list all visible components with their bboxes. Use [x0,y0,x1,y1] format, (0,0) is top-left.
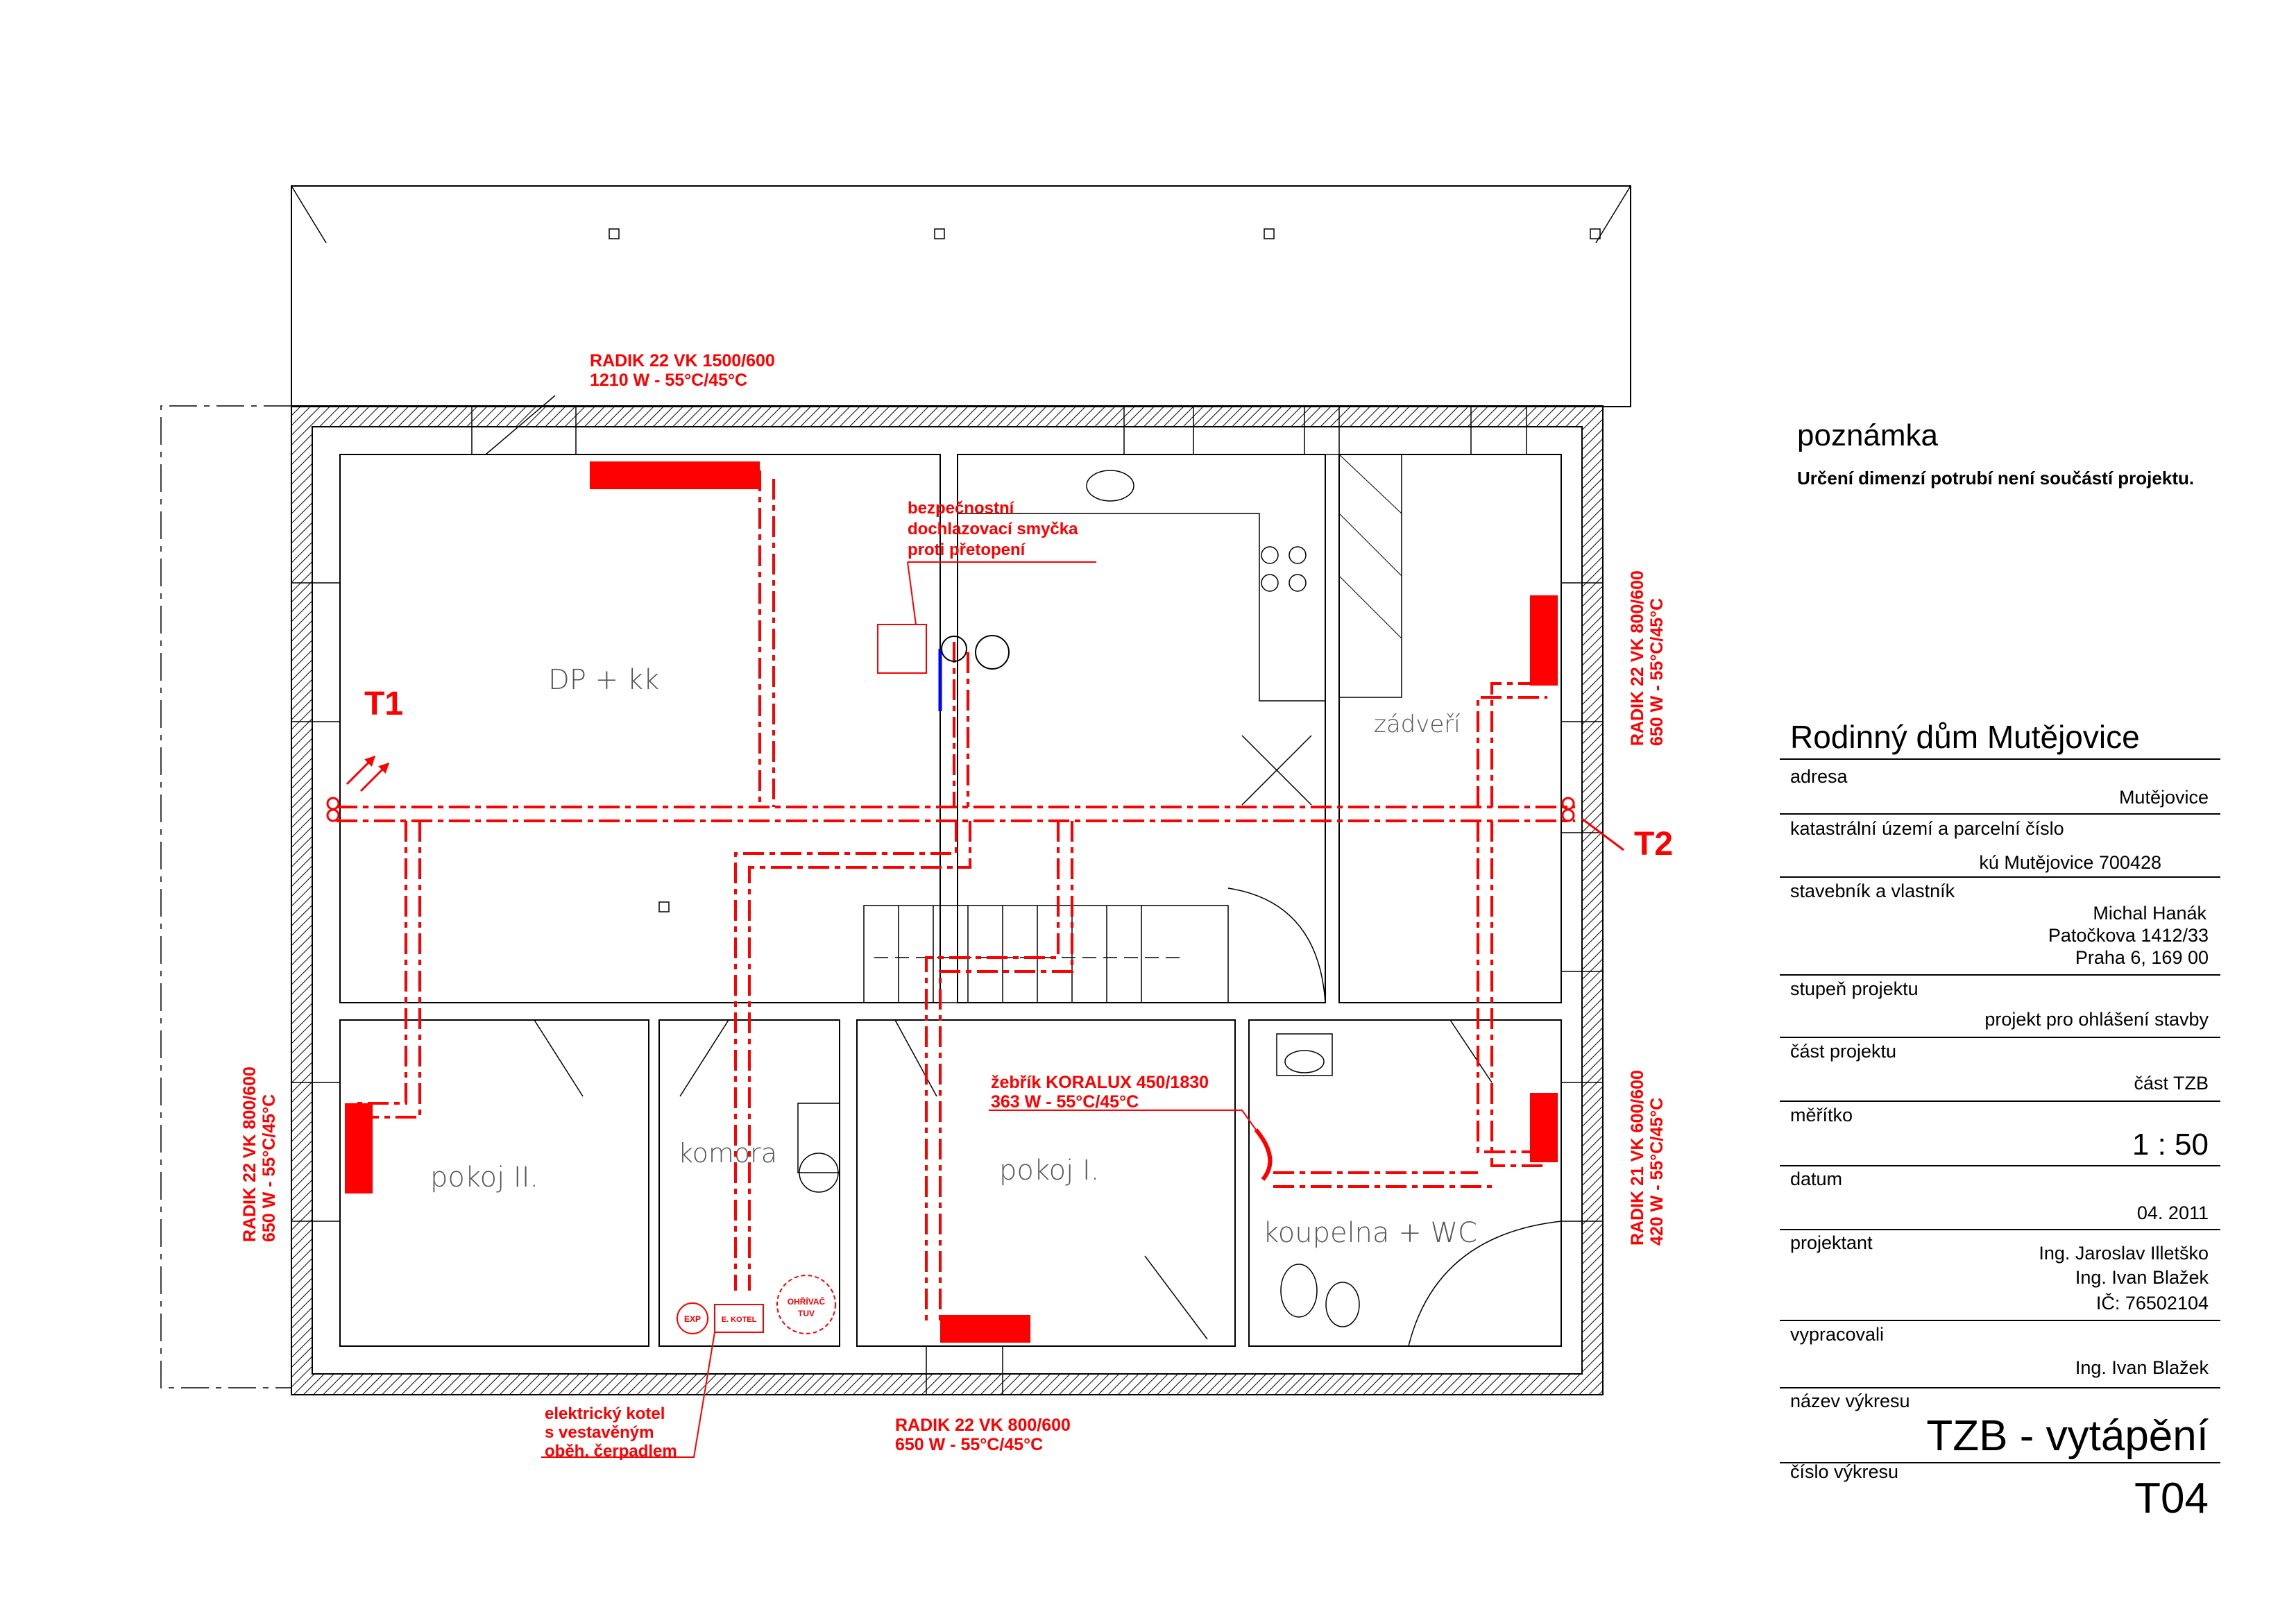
scale-label: měřítko [1790,1105,1853,1125]
safety-loop-label-2: dochlazovací smyčka [908,520,1078,538]
room-dp-kk-outline [340,454,940,1003]
owner-city: Praha 6, 169 00 [2075,947,2209,968]
cadastre-label: katastrální území a parcelní číslo [1790,818,2064,839]
radiator-zadveri [1530,595,1558,686]
room-label-komora: komora [678,1138,778,1169]
designer-1: Ing. Jaroslav Illetško [2039,1243,2209,1264]
note-block [1797,418,2194,488]
safety-loop-label-3: proti přetopení [908,541,1026,559]
radiator-bottom-label-2: 650 W - 55°C/45°C [895,1435,1044,1454]
radiator-right-top-label-1: RADIK 22 VK 800/600 [1628,570,1647,746]
t1-label: T1 [364,686,404,722]
part-value: část TZB [2134,1073,2209,1094]
scale-value: 1 : 50 [2132,1128,2209,1162]
stage-label: stupeň projektu [1790,978,1919,999]
building-structure [161,186,1631,1395]
expansion-tank-label: EXP [683,1314,701,1324]
radiator-left-label-1: RADIK 22 VK 800/600 [240,1067,260,1242]
address-value: Mutějovice [2118,787,2209,808]
ladder-radiator-icon [1256,1130,1270,1180]
room-label-koupelna: koupelna + WC [1263,1217,1477,1249]
drawing-name: TZB - vytápění [1926,1412,2209,1460]
heating-elements [328,461,1624,1457]
title-block [1780,719,2220,1522]
designer-label: projektant [1790,1232,1873,1253]
room-label-pokoj1: pokoj I. [999,1155,1100,1187]
heating-pipes [337,470,1575,1322]
drawing-number: T04 [2134,1475,2209,1522]
ladder-radiator-label-1: žebřík KORALUX 450/1830 [991,1073,1209,1092]
room-label-zadveri: zádveří [1374,711,1461,738]
owner-street: Patočkova 1412/33 [2048,925,2209,946]
safety-loop-label-1: bezpečnostní [908,499,1014,518]
radiator-pokoj1 [940,1315,1030,1343]
roof-outline [291,186,1631,407]
cadastre-value: kú Mutějovice 700428 [1979,852,2161,873]
radiator-right-top-label-2: 650 W - 55°C/45°C [1647,597,1667,746]
note-title: poznámka [1797,418,1939,452]
designer-ic: IČ: 76502104 [2095,1293,2209,1314]
water-heater-label-1: OHŘÍVAČ [787,1297,826,1307]
prepared-by: Ing. Ivan Blažek [2075,1357,2209,1378]
room-label-dp-kk: DP + kk [548,664,660,696]
boiler-equipment [878,624,1009,673]
project-title: Rodinný dům Mutějovice [1790,719,2140,755]
boiler-note-3: oběh. čerpadlem [545,1442,677,1461]
designer-2: Ing. Ivan Blažek [2075,1267,2209,1288]
cooktop-icon [1261,547,1306,591]
radiator-pokoj2 [345,1103,373,1193]
radiator-bottom-label-1: RADIK 22 VK 800/600 [895,1416,1071,1435]
radiator-dp-kk [590,461,760,489]
date-value: 04. 2011 [2136,1203,2209,1223]
room-label-pokoj2: pokoj II. [430,1162,539,1193]
date-label: datum [1790,1169,1843,1189]
drawing-number-label: číslo výkresu [1790,1461,1899,1482]
electric-boiler-label: E. KOTEL [721,1316,757,1324]
radiator-top-label-2: 1210 W - 55°C/45°C [590,371,748,390]
address-label: adresa [1790,766,1848,787]
boiler-note-1: elektrický kotel [545,1404,665,1423]
prepared-label: vypracovali [1790,1324,1885,1345]
owner-label: stavebník a vlastník [1790,881,1955,901]
radiator-left-label-2: 650 W - 55°C/45°C [260,1094,279,1242]
owner-name: Michal Hanák [2093,903,2206,924]
radiator-right-bottom-label-2: 420 W - 55°C/45°C [1647,1097,1667,1246]
roof-vents [609,229,1600,239]
boiler-note-2: s vestavěným [545,1423,654,1442]
bathroom-fixtures [1277,1034,1561,1346]
drawing-name-label: název výkresu [1790,1391,1910,1411]
staircase [864,888,1325,1003]
part-label: část projektu [1790,1041,1897,1062]
t2-label: T2 [1634,826,1674,863]
ladder-radiator-label-2: 363 W - 55°C/45°C [991,1092,1139,1112]
electric-boiler [677,1275,835,1334]
water-heater-label-2: TUV [798,1309,815,1318]
radiator-koupelna [1530,1093,1558,1162]
room-koupelna-outline [1249,1020,1561,1346]
t1-symbol [328,756,389,821]
radiator-right-bottom-label-1: RADIK 21 VK 600/600 [1628,1070,1647,1246]
radiator-top-label-1: RADIK 22 VK 1500/600 [590,351,775,371]
stage-value: projekt pro ohlášení stavby [1984,1009,2209,1030]
note-text: Určení dimenzí potrubí není součástí projektu. [1797,468,2195,488]
